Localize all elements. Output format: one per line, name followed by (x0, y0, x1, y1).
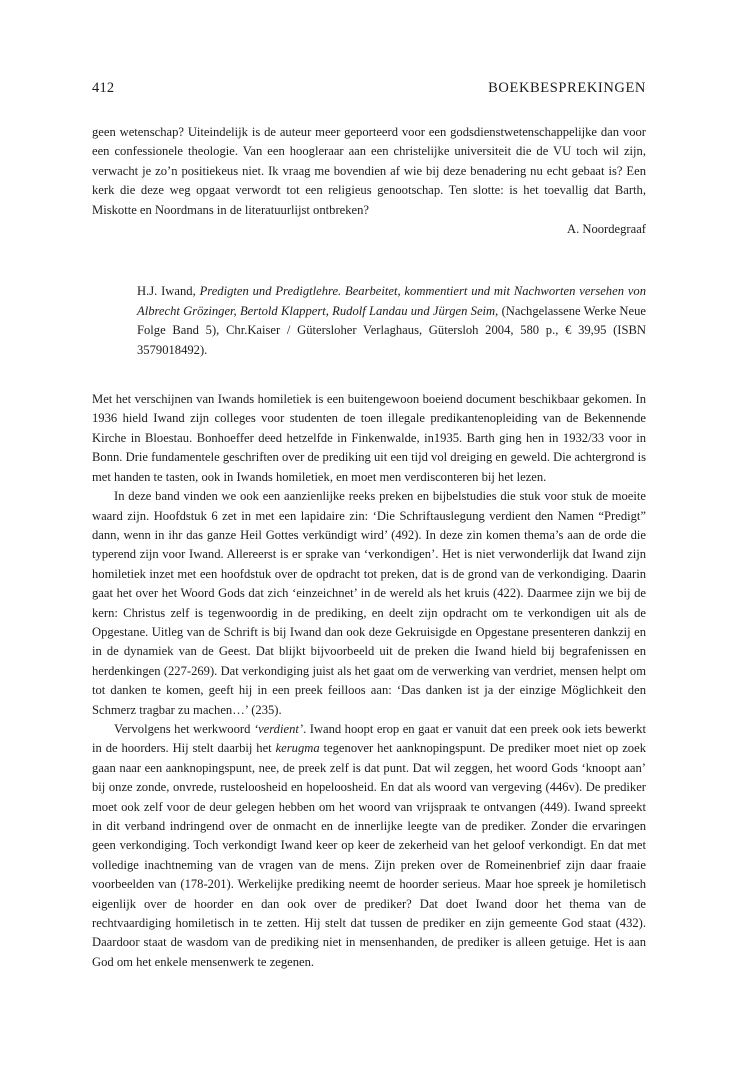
book-title: Predigten und Predigtlehre. Bearbeitet, kommentiert und mit Nachworten versehen von Albrecht Grözinger, Bertold Klappert, Rudolf Landau und Jürgen Seim (137, 284, 647, 318)
review-paragraph-1: Met het verschijnen van Iwands homiletiek is een buitengewoon boeiend document beschikbaar gekomen. In 1936 hield Iwand zijn colleges voor studenten de toen illegale predikantenopleiding van de Bekennende Kirche in Bloestau. Bonhoeffer deed hetzelfde in Finkenwalde, in1935. Barth ging hen in 1932/33 voor in Bonn. Drie fundamentele geschriften over de prediking uit een tijd vol dreiging en geweld. Die achtergrond is met handen te tasten, ook in Iwands homiletiek, en moet men verdisconteren bij het lezen. (92, 392, 646, 484)
running-head (92, 79, 646, 97)
p3-emphasis-kerugma: kerugma (275, 741, 320, 756)
previous-review-text: geen wetenschap? Uiteindelijk is de auteur meer geporteerd voor een godsdienstwetenschappelijke dan voor een confessionele theologie. Van een hoogleraar aan een christelijke universiteit die de VU toch wil zijn, verwacht je zo’n positiekeus niet. Ik vraag me bovendien af wie bij deze benadering nu echt gebaat is? Een kerk die deze weg opgaat verwordt tot een religieus genootschap. Ten slotte: is het toevallig dat Barth, Miskotte en Noordmans in de literatuurlijst ontbreken? (92, 125, 646, 217)
p3-part-b: . Iwand hoopt erop en gaat er vanuit dat een preek ook iets bewerkt in de hoorders. Hij stelt daarbij het (92, 721, 646, 756)
previous-review (92, 123, 646, 239)
book-details: , (Nachgelassene Werke Neue Folge Band 5), Chr.Kaiser / Gütersloher Verlaghaus, Gütersloh 2004, 580 p., € 39,95 (ISBN 3579018492). (137, 303, 646, 357)
book-citation (137, 282, 646, 360)
p3-part-a: Vervolgens het werkwoord (114, 721, 254, 736)
review-body (92, 390, 646, 972)
review-paragraph-3 (92, 720, 646, 972)
p3-part-c: tegenover het aanknopingspunt. De prediker moet niet op zoek gaan naar een aanknopingspunt, nee, de preek zelf is dat punt. Dat wil zeggen, het woord Gods ‘knoopt aan’ bij onze zonde, onvrede, rusteloosheid en hopeloosheid. En dat als woord van vergeving (446v). De prediker moet ook zelf voor de deur gelegen hebben om het woord van vrijspraak te ontvangen (449). Iwand spreekt in dit verband indringend over de onmacht en de innerlijke leegte van de prediker. Zonder die ervaringen geen verkondiging. Toch verkondigt Iwand keer op keer de zekerheid van het geloof verkondigt. En dat met volledige inachtneming van de vragen van de mens. Zijn preken over de Romeinenbrief zijn daar fraaie voorbeelden van (178-201). Werkelijke prediking neemt de hoorder serieus. Maar hoe spreek je homiletisch eigenlijk over de hoorder en dan ook over de prediker? Dat doet Iwand door het thema van de rechtvaardiging homiletisch in te zetten. Hij stelt dat tussen de prediker en zijn gemeente God staat (432). Daardoor staat de wasdom van de prediking niet in mensenhanden, de prediker is alleen getuige. Het is aan God om het enkele mensenwerk te zegenen. (92, 741, 646, 969)
p3-emphasis-verdient: ‘verdient’ (253, 721, 304, 736)
section-title: BOEKBESPREKINGEN (488, 80, 646, 96)
book-author: H.J. Iwand (137, 284, 193, 299)
reviewer-signature: A. Noordegraaf (566, 222, 646, 237)
page (92, 79, 646, 972)
review-paragraph-2: In deze band vinden we ook een aanzienlijke reeks preken en bijbelstudies die stuk voor stuk de moeite waard zijn. Hoofdstuk 6 zet in met een lapidaire zin: ‘Die Schriftauslegung verdient den Namen “Predigt” dann, wenn in ihr das ganze Heil Gottes verkündigt wird’ (492). In deze zin komen thema’s aan de orde die typerend zijn voor Iwand. Allereerst is er sprake van ‘verkondigen’. Het is niet verwonderlijk dat Iwand zijn homiletiek inzet met een hoofdstuk over de opdracht tot preken, dat is de grond van de verkondiging. Daarin gaat het over het Woord Gods dat zich ‘einzeichnet’ in de wereld als het kruis (422). Daarmee zijn we bij de kern: Christus zelf is tegenwoordig in de prediking, en deelt zijn opdracht om te verkondigen uit als de Opgestane. Uitleg van de Schrift is bij Iwand dan ook deze Gekruisigde en Opgestane presenteren dankzij en in de dynamiek van de Geest. Dat blijkt bijvoorbeeld uit de preken die Iwand hield bij begrafenissen en herdenkingen (227-269). Dat verkondiging juist als het gaat om de verwerking van verdriet, mensen helpt om tot danken te komen, geeft hij in een preek feilloos aan: ‘Das danken ist ja der einzige Möglichkeit den Schmerz tragbar zu machen…’ (235). (92, 489, 646, 717)
page-number: 412 (92, 80, 115, 96)
author-separator: , (192, 284, 200, 299)
